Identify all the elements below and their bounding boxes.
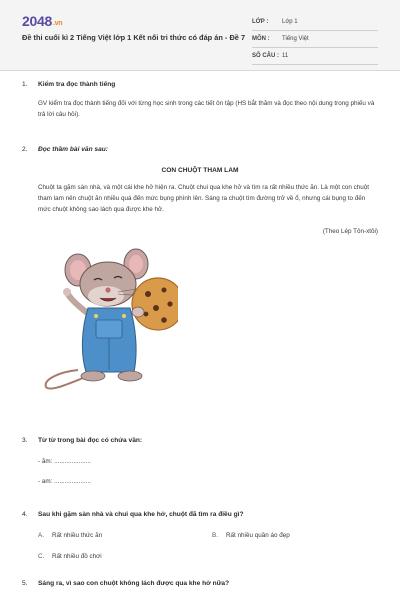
question-title: Đọc thầm bài văn sau: [38,146,108,153]
meta-value: Tiếng Việt [282,36,309,42]
logo-suffix: .vn [52,20,63,27]
meta-value: Lớp 1 [282,19,298,25]
question-4-heading [22,511,243,518]
option-a[interactable] [38,532,102,539]
question-number: 5. [22,580,28,587]
meta-key: MÔN : [252,36,270,42]
rhyme-line-am-2[interactable]: - am: ..................... [38,478,91,485]
question-3-heading [22,437,142,444]
question-number: 4. [22,511,28,518]
story-text: Chuột ta gặm sàn nhà, và một cái khe hở hiện ra. Chuột chui qua khe hở và tìm ra rất nhiều thức ăn. Là một con chuột tham lam nên chuột ăn nhiều quá đến mức bụng phình lên. Sáng ra chuột tìm đường trở về ổ, nhưng cái bụng to đến mức chuột không sao lách qua được khe hở. [38,184,370,213]
question-1-heading [22,81,115,88]
question-number: 3. [22,437,28,444]
meta-row-subject [252,31,378,48]
option-letter: A. [38,532,44,539]
meta-row-count [252,48,378,65]
question-title: Sáng ra, vì sao con chuột không lách được qua khe hở nữa? [38,580,230,587]
story-title: CON CHUỘT THAM LAM [161,167,239,174]
site-logo[interactable] [22,13,62,29]
option-text: Rất nhiều thức ăn [52,532,103,539]
question-1-text: GV kiểm tra đọc thành tiếng đối với từng học sinh trong các tiết ôn tập (HS bắt thăm và đọc theo nội dung trong phiếu và trả lời câu hỏi). [38,100,375,118]
option-letter: C. [38,553,45,560]
mouse-cookie-illustration [38,242,178,392]
option-text: Rất nhiều quần áo đẹp [226,532,290,539]
meta-key: LỚP : [252,19,269,25]
question-title: Sau khi gặm sàn nhà và chui qua khe hở, chuột đã tìm ra điều gì? [38,511,244,518]
document-title: Đề thi cuối kì 2 Tiếng Việt lớp 1 Kết nối tri thức có đáp án - Đề 7 [22,33,246,42]
meta-key: SỐ CÂU : [252,53,279,59]
question-2-heading [22,146,108,153]
rhyme-line-am-1[interactable]: - ăm: ..................... [38,458,91,465]
question-number: 1. [22,81,28,88]
question-title: Kiểm tra đọc thành tiếng [38,81,116,88]
meta-value: 11 [282,53,289,59]
page-header [0,0,400,71]
meta-row-grade [252,14,378,31]
exam-meta [252,14,378,65]
story-source: (Theo Lép Tôn-xtôi) [322,228,378,235]
option-c[interactable] [38,553,102,560]
option-letter: B. [212,532,218,539]
question-5-heading [22,580,229,587]
option-b[interactable] [212,532,290,539]
option-text: Rất nhiều đồ chơi [52,553,102,560]
question-title: Từ từ trong bài đọc có chứa vần: [38,437,143,444]
question-number: 2. [22,146,28,153]
logo-number: 2048 [22,13,52,29]
